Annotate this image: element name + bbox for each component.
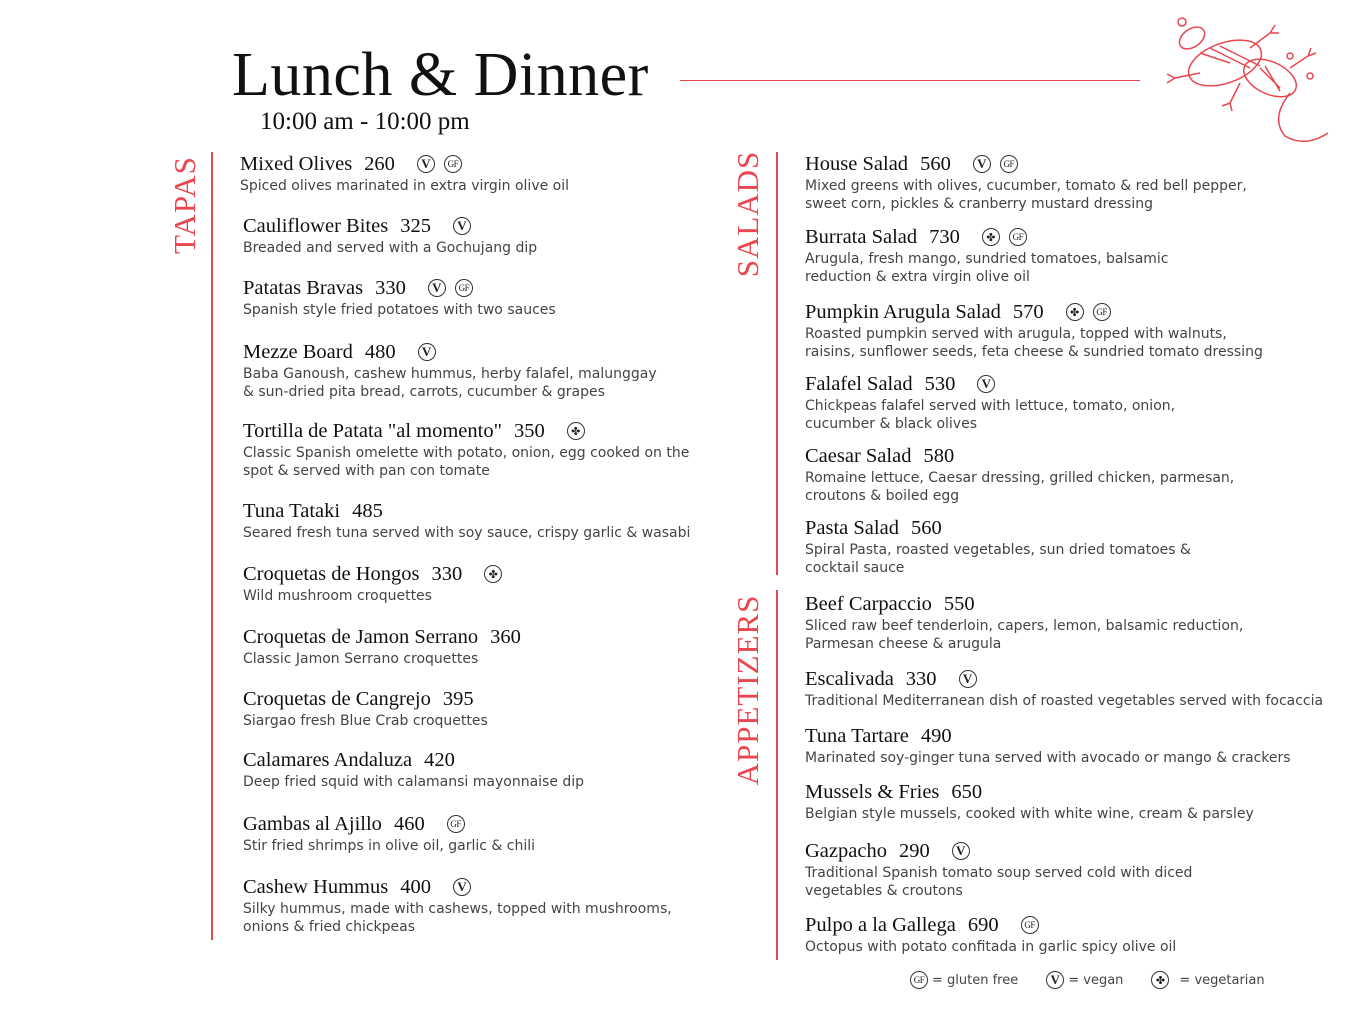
menu-item — [243, 875, 672, 936]
item-name: Gambas al Ajillo — [243, 812, 382, 835]
gecko-illustration — [1160, 8, 1335, 153]
menu-item — [243, 748, 584, 791]
item-header — [805, 152, 1247, 176]
item-name: Cauliflower Bites — [243, 214, 389, 237]
item-header — [805, 839, 1192, 863]
gluten-free-icon: GF — [1021, 916, 1039, 934]
item-header — [243, 276, 556, 300]
item-price: 330 — [431, 562, 463, 585]
vegan-icon: V — [959, 670, 977, 688]
item-price: 360 — [490, 625, 521, 648]
item-price: 420 — [424, 748, 455, 771]
gluten-free-icon: GF — [1009, 228, 1027, 246]
item-name: Tuna Tataki — [243, 499, 341, 522]
item-price: 580 — [923, 444, 955, 467]
vegan-icon: V — [977, 375, 995, 393]
item-description: Baba Ganoush, cashew hummus, herby falafel, malunggay & sun-dried pita bread, carrots, cucumber & grapes — [243, 366, 657, 400]
item-description: Spiral Pasta, roasted vegetables, sun dried tomatoes & cocktail sauce — [805, 542, 1191, 576]
item-header — [243, 419, 689, 443]
item-header — [805, 913, 1176, 937]
item-header — [805, 516, 1191, 540]
item-name: Tuna Tartare — [805, 724, 909, 747]
menu-item — [805, 444, 1234, 505]
item-description: Sliced raw beef tenderloin, capers, lemon, balsamic reduction, Parmesan cheese & arugula — [805, 618, 1244, 652]
gluten-free-icon: GF — [447, 815, 465, 833]
item-description: Breaded and served with a Gochujang dip — [243, 240, 538, 256]
section-label-tapas: TAPAS — [167, 156, 202, 254]
vegan-icon: V — [418, 343, 436, 361]
item-header — [243, 875, 672, 899]
menu-item — [243, 687, 488, 730]
item-price: 325 — [400, 214, 431, 237]
item-price: 690 — [967, 913, 999, 936]
item-description: Chickpeas falafel served with lettuce, tomato, onion, cucumber & black olives — [805, 398, 1176, 432]
menu-item — [243, 812, 535, 855]
menu-item — [243, 340, 657, 401]
item-header — [805, 300, 1263, 324]
menu-item — [243, 562, 502, 605]
vegan-icon: V — [417, 155, 435, 173]
page-title: Lunch & Dinner — [232, 41, 649, 109]
item-price: 560 — [920, 152, 951, 175]
title-divider — [680, 80, 1140, 81]
vegan-icon: V — [453, 217, 471, 235]
item-description: Belgian style mussels, cooked with white wine, cream & parsley — [805, 806, 1254, 822]
item-header — [805, 592, 1243, 616]
gluten-free-icon: GF — [910, 971, 928, 989]
menu-item — [243, 214, 537, 257]
vegetarian-icon: ✤ — [567, 422, 585, 440]
tapas-divider — [211, 152, 213, 940]
item-header — [243, 340, 657, 364]
gluten-free-icon: GF — [1000, 155, 1018, 173]
item-header — [243, 625, 521, 649]
item-price: 330 — [905, 667, 937, 690]
vegetarian-icon: ✤ — [484, 565, 502, 583]
item-price: 350 — [513, 419, 545, 442]
item-description: Stir fried shrimps in olive oil, garlic & chili — [243, 838, 535, 854]
item-name: Tortilla de Patata "al momento" — [243, 419, 502, 442]
item-name: Croquetas de Jamon Serrano — [243, 625, 479, 648]
item-name: Mixed Olives — [240, 152, 353, 175]
item-description: Arugula, fresh mango, sundried tomatoes, balsamic reduction & extra virgin olive oil — [805, 251, 1169, 285]
item-description: Classic Spanish omelette with potato, onion, egg cooked on the spot & served with pan con tomate — [243, 445, 690, 479]
menu-item — [240, 152, 569, 195]
menu-item — [805, 780, 1254, 823]
item-price: 490 — [920, 724, 952, 747]
item-price: 560 — [910, 516, 942, 539]
item-description: Spanish style fried potatoes with two sauces — [243, 302, 556, 318]
section-label-appetizers: APPETIZERS — [730, 594, 765, 786]
menu-item — [805, 592, 1243, 653]
menu-item — [805, 516, 1191, 577]
menu-item — [805, 300, 1263, 361]
dietary-legend — [910, 971, 1293, 989]
item-name: Mezze Board — [243, 340, 353, 363]
section-label-salads: SALADS — [730, 150, 765, 278]
item-header — [243, 214, 537, 238]
vegetarian-icon: ✤ — [1066, 303, 1084, 321]
item-description: Traditional Spanish tomato soup served cold with diced vegetables & croutons — [805, 865, 1193, 899]
salads-divider — [776, 152, 778, 575]
vegan-icon: V — [952, 842, 970, 860]
menu-item — [243, 276, 556, 319]
item-price: 400 — [400, 875, 431, 898]
item-name: Croquetas de Hongos — [243, 562, 420, 585]
item-header — [243, 562, 502, 586]
item-name: Falafel Salad — [805, 372, 913, 395]
menu-item — [805, 913, 1176, 956]
menu-item — [805, 152, 1247, 213]
item-name: Cashew Hummus — [243, 875, 389, 898]
item-header — [805, 724, 1291, 748]
item-price: 650 — [951, 780, 983, 803]
item-header — [240, 152, 569, 176]
item-name: Patatas Bravas — [243, 276, 364, 299]
item-header — [243, 748, 584, 772]
menu-item — [243, 419, 689, 480]
item-description: Mixed greens with olives, cucumber, tomato & red bell pepper, sweet corn, pickles & cranberry mustard dressing — [805, 178, 1247, 212]
item-name: Escalivada — [805, 667, 894, 690]
legend-vegetarian: = vegetarian — [1179, 972, 1265, 988]
item-name: Mussels & Fries — [805, 780, 940, 803]
item-name: Pumpkin Arugula Salad — [805, 300, 1001, 323]
gluten-free-icon: GF — [444, 155, 462, 173]
gluten-free-icon: GF — [1093, 303, 1111, 321]
appetizers-divider — [776, 590, 778, 960]
item-name: Croquetas de Cangrejo — [243, 687, 431, 710]
item-description: Wild mushroom croquettes — [243, 588, 432, 604]
item-description: Seared fresh tuna served with soy sauce, crispy garlic & wasabi — [243, 525, 691, 541]
item-description: Marinated soy-ginger tuna served with avocado or mango & crackers — [805, 750, 1291, 766]
vegan-icon: V — [428, 279, 446, 297]
item-description: Classic Jamon Serrano croquettes — [243, 651, 479, 667]
item-description: Octopus with potato confitada in garlic spicy olive oil — [805, 939, 1177, 955]
item-name: Burrata Salad — [805, 225, 918, 248]
item-name: Calamares Andaluza — [243, 748, 413, 771]
item-price: 485 — [352, 499, 383, 522]
legend-vegan: = vegan — [1068, 972, 1124, 988]
item-name: Pasta Salad — [805, 516, 899, 539]
item-description: Spiced olives marinated in extra virgin olive oil — [240, 178, 570, 194]
menu-item — [805, 225, 1169, 286]
menu-item — [243, 625, 521, 668]
gluten-free-icon: GF — [455, 279, 473, 297]
item-name: House Salad — [805, 152, 909, 175]
opening-hours: 10:00 am - 10:00 pm — [260, 108, 470, 135]
item-description: Deep fried squid with calamansi mayonnaise dip — [243, 774, 585, 790]
menu-item — [805, 372, 1175, 433]
item-description: Romaine lettuce, Caesar dressing, grilled chicken, parmesan, croutons & boiled egg — [805, 470, 1235, 504]
item-price: 290 — [898, 839, 930, 862]
item-price: 730 — [929, 225, 960, 248]
item-price: 460 — [393, 812, 425, 835]
item-header — [805, 372, 1175, 396]
item-header — [243, 812, 535, 836]
menu-item — [805, 724, 1291, 767]
item-header — [243, 499, 690, 523]
item-price: 550 — [943, 592, 975, 615]
menu-item — [243, 499, 690, 542]
legend-gluten-free: = gluten free — [932, 972, 1019, 988]
vegan-icon: V — [453, 878, 471, 896]
item-header — [805, 225, 1169, 249]
item-price: 330 — [375, 276, 406, 299]
item-price: 570 — [1012, 300, 1044, 323]
item-price: 395 — [442, 687, 474, 710]
item-header — [805, 667, 1323, 691]
menu-item — [805, 839, 1192, 900]
vegetarian-icon: ✤ — [982, 228, 1000, 246]
item-name: Pulpo a la Gallega — [805, 913, 956, 936]
item-description: Siargao fresh Blue Crab croquettes — [243, 713, 488, 729]
item-price: 530 — [924, 372, 956, 395]
vegetarian-icon: ✤ — [1151, 971, 1169, 989]
item-name: Beef Carpaccio — [805, 592, 932, 615]
item-name: Gazpacho — [805, 839, 887, 862]
item-price: 260 — [364, 152, 395, 175]
menu-item — [805, 667, 1323, 710]
item-header — [243, 687, 488, 711]
vegan-icon: V — [973, 155, 991, 173]
item-name: Caesar Salad — [805, 444, 912, 467]
item-description: Traditional Mediterranean dish of roasted vegetables served with focaccia — [805, 693, 1324, 709]
item-header — [805, 444, 1234, 468]
item-header — [805, 780, 1254, 804]
item-price: 480 — [364, 340, 396, 363]
vegan-icon: V — [1046, 971, 1064, 989]
item-description: Roasted pumpkin served with arugula, topped with walnuts, raisins, sunflower seeds, feta cheese & sundried tomato dressing — [805, 326, 1263, 360]
item-description: Silky hummus, made with cashews, topped with mushrooms, onions & fried chickpeas — [243, 901, 672, 935]
